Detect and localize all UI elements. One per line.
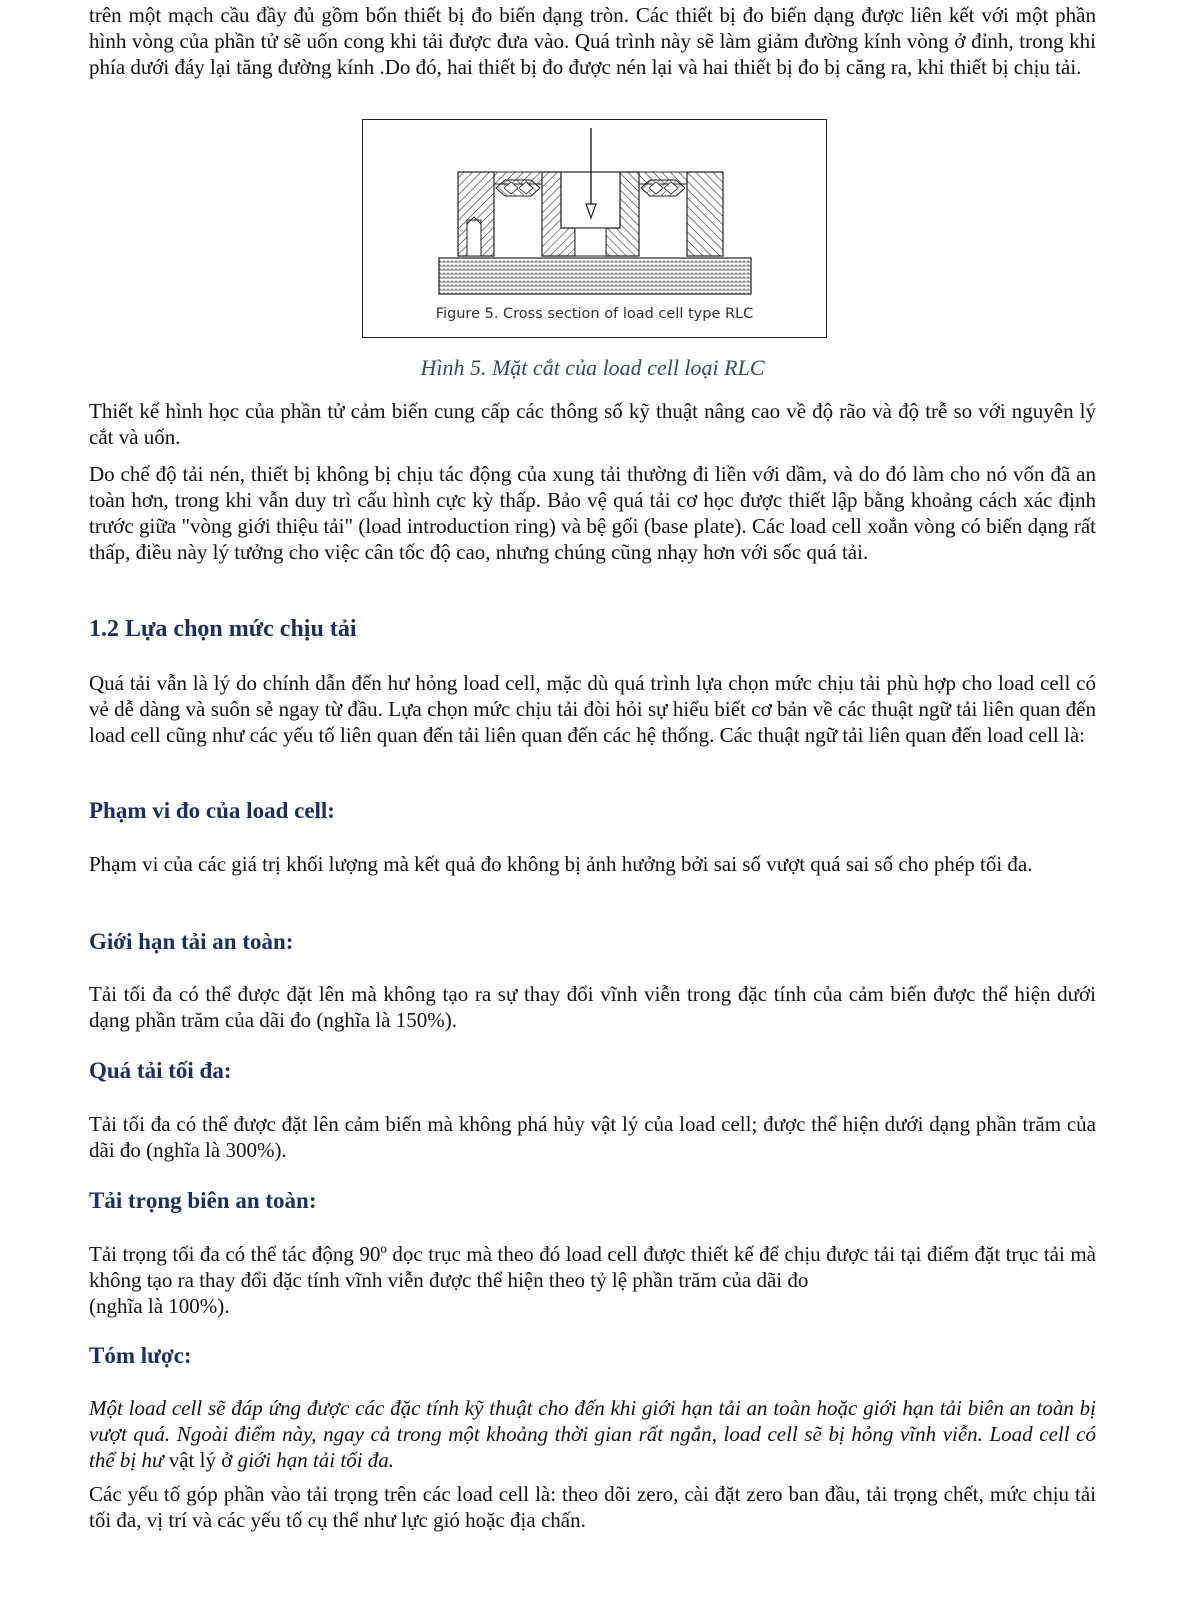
term-text: Tải trọng tối đa có thể tác động 90º dọc trục mà theo đó load cell được thiết kế để chịu được tải tại điểm đặt trục tải mà không tạo ra thay đổi đặc tính vĩnh viễn được thể hiện theo tỷ lệ phần trăm của dãi đo [89,1242,1096,1292]
term-max-overload [89,1058,1096,1084]
closing-paragraph: Các yếu tố góp phần vào tải trọng trên các load cell là: theo dõi zero, cài đặt zero ban đầu, tải trọng chết, mức chịu tải tối đa, vị trí và các yếu tố cụ thể như lực gió hoặc địa chấn. [89,1482,1096,1532]
section-intro-block [89,670,1096,748]
paragraph-overload-protection: Do chế độ tải nén, thiết bị không bị chịu tác động của xung tải thường đi liền với dầm, và do đó làm cho nó vốn đã an toàn hơn, trong khi vẫn duy trì cấu hình cực kỳ thấp. Bảo vệ quá tải cơ học được thiết lập bằng khoảng cách xác định trước giữa "vòng giới thiệu tải" (load introduction ring) và bệ gối (base plate). Các load cell xoắn vòng có biến dạng rất thấp, điều này lý tưởng cho việc cân tốc độ cao, nhưng chúng cũng nhạy hơn với sốc quá tải. [89,462,1096,564]
figure-caption: Hình 5. Mặt cắt của load cell loại RLC [420,355,765,380]
strain-ring-right [641,180,685,196]
summary-body [89,1395,1096,1473]
term-measuring-range [89,798,1096,824]
summary-paragraph [89,1395,1096,1473]
paragraph-compression [89,461,1096,565]
term-text: Tải tối đa có thể được đặt lên cảm biến mà không phá hủy vật lý của load cell; được thể hiện dưới dạng phần trăm của dãi đo (nghĩa là 300%). [89,1112,1096,1162]
section-intro: Quá tải vẫn là lý do chính dẫn đến hư hỏng load cell, mặc dù quá trình lựa chọn mức chịu tải phù hợp cho load cell có vẻ dễ dàng và suôn sẻ ngay từ đầu. Lựa chọn mức chịu tải đòi hỏi sự hiểu biết cơ bản về các thuật ngữ tải liên quan đến load cell cũng như các yếu tố liên quan đến tải liên quan đến các hệ thống. Các thuật ngữ tải liên quan đến load cell là: [89,671,1096,747]
paragraph-design: Thiết kế hình học của phần tử cảm biến cung cấp các thông số kỹ thuật nâng cao về độ rão và độ trễ so với nguyên lý cắt và uốn. [89,399,1096,449]
term-heading: Phạm vi đo của load cell: [89,798,335,823]
term-text-continuation: (nghĩa là 100%). [89,1294,230,1318]
outer-ring-left [458,172,494,256]
figure-inner-caption: Figure 5. Cross section of load cell type RLC [435,306,754,322]
term-safe-side-load-body [89,1241,1096,1319]
summary-heading: Tóm lược: [89,1343,192,1368]
summary-italic-text: Một load cell sẽ đáp ứng được các đặc tính kỹ thuật cho đến khi giới hạn tải an toàn hoặc giới hạn tải biên an toàn bị vượt quá. Ngoài điểm này, ngay cả trong một khoảng thời gian rất ngắn, load cell sẽ bị hỏng vĩnh viễn. Load cell có thể bị hư [89,1396,1096,1472]
outer-ring-right [687,172,723,256]
term-heading: Quá tải tối đa: [89,1058,232,1083]
term-safe-load-limit-body [89,981,1096,1033]
term-safe-side-load [89,1188,1096,1214]
intro-block [89,2,1096,80]
summary-italic-tail: giới hạn tải tối đa. [237,1448,395,1472]
summary-normal-text: vật lý ở [163,1448,238,1472]
strain-ring-left [496,180,540,196]
section-heading-block [89,616,1096,643]
term-heading: Giới hạn tải an toàn: [89,929,294,954]
closing-block [89,1481,1096,1533]
term-measuring-range-body [89,851,1096,877]
term-heading: Tải trọng biên an toàn: [89,1188,317,1213]
term-text: Tải tối đa có thể được đặt lên mà không tạo ra sự thay đổi vĩnh viễn trong đặc tính của cảm biến được thể hiện dưới dạng phần trăm của dãi đo (nghĩa là 150%). [89,982,1096,1032]
summary-heading-block [89,1343,1096,1369]
base-plate [439,258,751,294]
paragraph-geometry [89,398,1096,450]
figure-5-frame [362,119,827,338]
term-safe-load-limit [89,929,1096,955]
term-max-overload-body [89,1111,1096,1163]
intro-paragraph: trên một mạch cầu đầy đủ gồm bốn thiết bị đo biến dạng tròn. Các thiết bị đo biến dạng được liên kết với một phần hình vòng của phần tử sẽ uốn cong khi tải được đưa vào. Quá trình này sẽ làm giảm đường kính vòng ở đỉnh, trong khi phía dưới đáy lại tăng đường kính .Do đó, hai thiết bị đo được nén lại và hai thiết bị đo bị căng ra, khi thiết bị chịu tải. [89,3,1096,79]
section-heading: 1.2 Lựa chọn mức chịu tải [89,616,357,642]
term-text: Phạm vi của các giá trị khối lượng mà kết quả đo không bị ảnh hưởng bởi sai số vượt quá sai số cho phép tối đa. [89,852,1033,876]
